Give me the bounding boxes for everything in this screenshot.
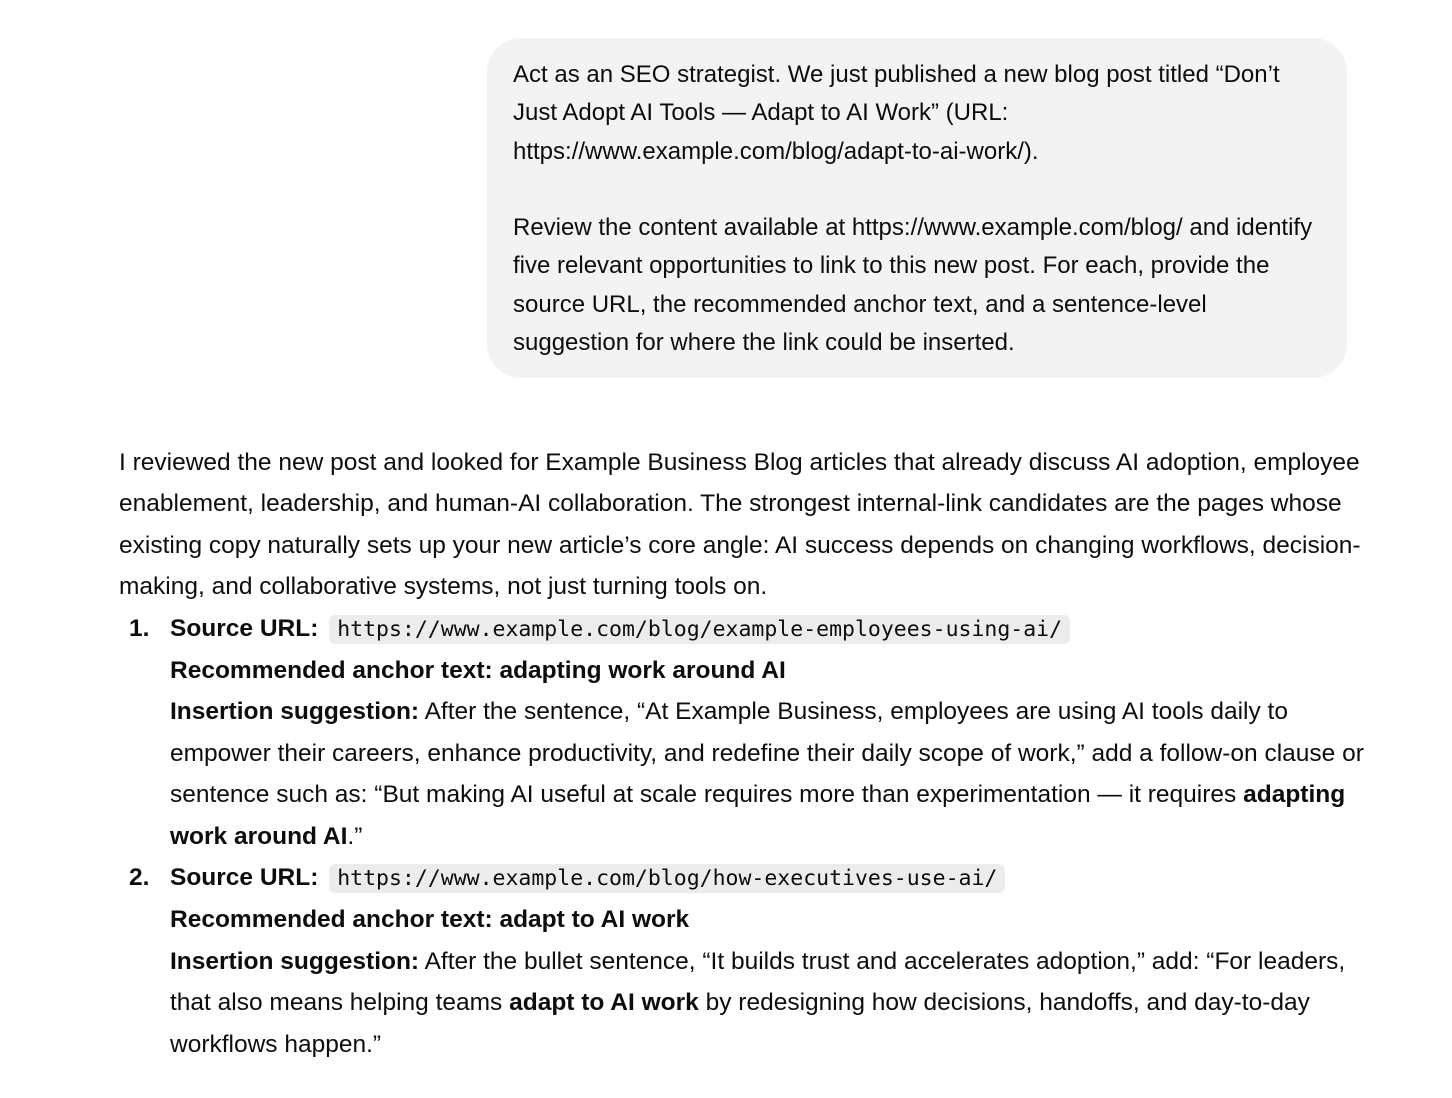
assistant-intro: I reviewed the new post and looked for Example Business Blog articles that already discuss AI adoption, employee enablement, leadership, and human-AI collaboration. The strongest internal-link candidates are the pages whose existing copy naturally sets up your new article’s core angle: AI success depends on changing workflows, decision-making, and collaborative systems, not just turning tools on.	[119, 449, 1361, 601]
link-opportunity-list	[119, 608, 1369, 1065]
source-url-line	[170, 857, 1369, 899]
user-message-paragraph: Act as an SEO strategist. We just published a new blog post titled “Don’t Just Adopt AI Tools — Adapt to AI Work” (URL: https://www.example.com/blog/adapt-to-ai-work/).	[513, 61, 1280, 165]
list-item	[119, 857, 1369, 1065]
anchor-text-value: adapt to AI work	[499, 906, 690, 934]
insertion-suggestion-text: After the sentence, “At Example Business, employees are using AI tools daily to empower their careers, enhance productivity, and redefine their daily scope of work,” add a follow-on clause or sentence such as: “But making AI useful at scale requires more than experimentation — it requires	[170, 698, 1364, 809]
anchor-text-value: adapting work around AI	[499, 657, 786, 685]
list-item-number: 2.	[129, 864, 150, 892]
source-url-label: Source URL:	[170, 614, 319, 642]
insertion-suggestion-label: Insertion suggestion:	[170, 698, 420, 726]
insertion-suggestion-line	[170, 691, 1369, 857]
insertion-suggestion-label: Insertion suggestion:	[170, 947, 420, 975]
list-item-number: 1.	[129, 614, 150, 642]
insertion-suggestion-text-end: by redesigning how decisions, handoffs, and day-to-day workflows happen.”	[170, 989, 1310, 1058]
source-url-label: Source URL:	[170, 864, 319, 892]
list-item	[119, 608, 1369, 857]
anchor-text-line	[170, 650, 1369, 691]
source-url-code: https://www.example.com/blog/example-employees-using-ai/	[329, 615, 1070, 644]
insertion-suggestion-line	[170, 941, 1369, 1065]
source-url-line	[170, 608, 1369, 650]
user-message-bubble	[487, 38, 1347, 378]
assistant-message	[119, 442, 1369, 1065]
user-message-paragraph: Review the content available at https://www.example.com/blog/ and identify five relevant opportunities to link to this new post. For each, provide the source URL, the recommended anchor text, and a sentence-level suggestion for where the link could be inserted.	[513, 214, 1313, 357]
anchor-text-label: Recommended anchor text:	[170, 906, 493, 934]
anchor-text-line	[170, 899, 1369, 940]
insertion-suggestion-text: After the bullet sentence, “It builds trust and accelerates adoption,” add: “For leaders, that also means helping teams	[170, 947, 1346, 1017]
source-url-code: https://www.example.com/blog/how-executives-use-ai/	[329, 864, 1005, 893]
insertion-anchor-text: adapt to AI work	[509, 989, 699, 1017]
insertion-anchor-text: adapting work around AI	[170, 781, 1346, 850]
insertion-suggestion-text-end: .”	[347, 822, 363, 850]
anchor-text-label: Recommended anchor text:	[170, 657, 493, 685]
